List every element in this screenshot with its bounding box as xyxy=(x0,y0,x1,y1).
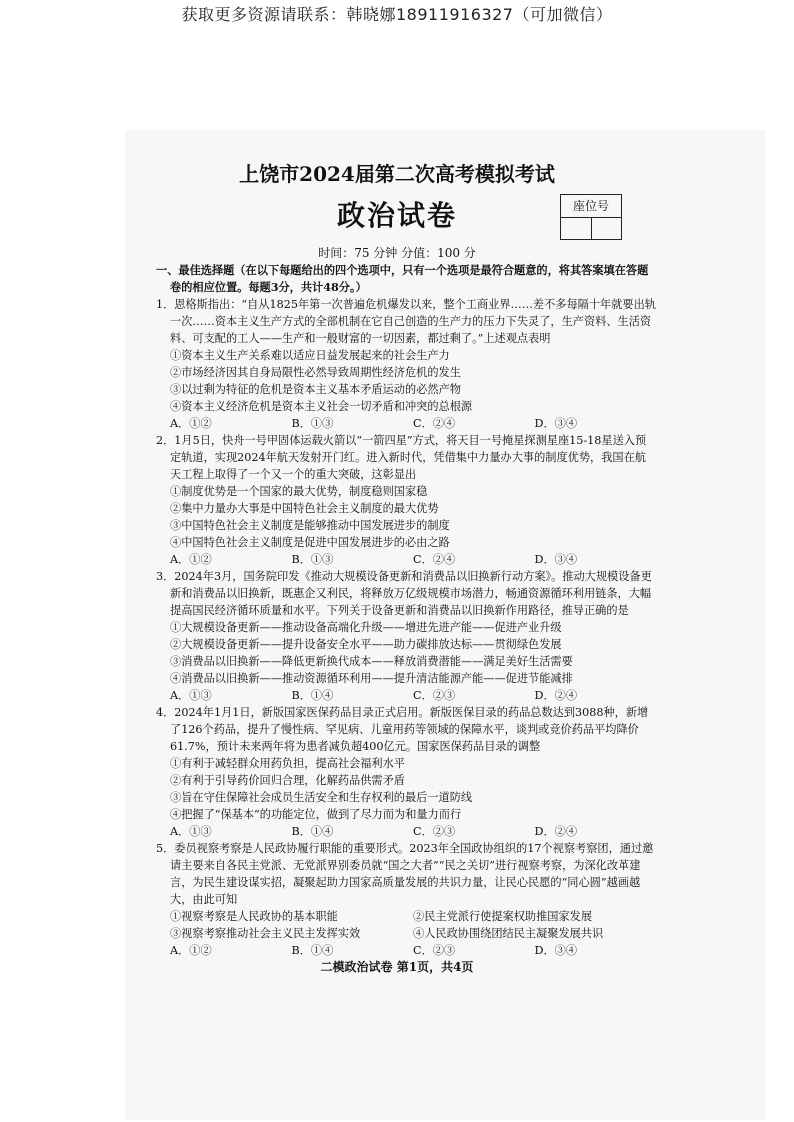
choice-c: C．②④ xyxy=(413,417,456,430)
option-statement: ②市场经济因其自身局限性必然导致周期性经济危机的发生 xyxy=(170,366,461,379)
choice-d: D．③④ xyxy=(534,944,578,957)
option-statement: ③消费品以旧换新——降低更新换代成本——释放消费潜能——满足美好生活需要 xyxy=(170,655,573,668)
seat-label: 座位号 xyxy=(561,195,621,218)
choice-c: C．②④ xyxy=(413,553,456,566)
choice-c: C．②③ xyxy=(413,944,456,957)
seat-number-box xyxy=(560,194,622,240)
answer-choices xyxy=(156,551,656,568)
question-stem: 1．恩格斯指出：“自从1825年第一次普遍危机爆发以来，整个工商业界……差不多每隔十年就要出轨一次……资本主义生产方式的全部机制在它自己创造的生产力的压力下失灵了，生产资料、生活资料、可支配的工人——生产和一般财富的一切因素，都过剩了。”上述观点表明 xyxy=(156,298,656,345)
option-statement: ③以过剩为特征的危机是资本主义基本矛盾运动的必然产物 xyxy=(170,383,461,396)
option-statement: ①制度优势是一个国家的最大优势，制度稳则国家稳 xyxy=(170,485,428,498)
option-statement: ②大规模设备更新——提升设备安全水平——助力碳排放达标——贯彻绿色发展 xyxy=(170,638,562,651)
option-statement: ②有利于引导药价回归合理，化解药品供需矛盾 xyxy=(170,774,405,787)
answer-choices xyxy=(156,415,656,432)
option-statement: ②民主党派行使提案权助推国家发展 xyxy=(413,910,593,923)
option-statement: ③中国特色社会主义制度是能够推动中国发展进步的制度 xyxy=(170,519,450,532)
choice-d: D．③④ xyxy=(534,553,578,566)
choice-a: A．①② xyxy=(170,553,212,566)
question-2 xyxy=(156,432,656,568)
question-stem: 2．1月5日，快舟一号甲固体运载火箭以“一箭四星”方式，将天目一号掩星探测星座15-18星送入预定轨道，实现2024年航天发射开门红。进入新时代，凭借集中力量办大事的制度优势，我国在航天工程上取得了一个又一个的重大突破，这彰显出 xyxy=(156,434,647,481)
choice-d: D．②④ xyxy=(534,825,578,838)
seat-cells xyxy=(561,218,621,240)
option-statement: ③视察考察推动社会主义民主发挥实效 xyxy=(170,927,361,940)
option-statement: ④消费品以旧换新——推动资源循环利用——提升清洁能源产能——促进节能减排 xyxy=(170,672,573,685)
subject-title: 政治试卷 xyxy=(336,199,457,232)
choice-b: B．①③ xyxy=(291,553,334,566)
questions-area xyxy=(156,262,656,959)
option-statement: ①大规模设备更新——推动设备高端化升级——增进先进产能——促进产业升级 xyxy=(170,621,562,634)
choice-a: A．①② xyxy=(170,417,212,430)
option-row xyxy=(156,925,656,942)
option-statement: ②集中力量办大事是中国特色社会主义制度的最大优势 xyxy=(170,502,439,515)
choice-b: B．①④ xyxy=(291,825,334,838)
answer-choices xyxy=(156,823,656,840)
exam-title: 上饶市2024届第二次高考模拟考试 xyxy=(239,162,555,186)
question-stem: 3．2024年3月，国务院印发《推动大规模设备更新和消费品以旧换新行动方案》。推动大规模设备更新和消费品以旧换新，既惠企又利民，将释放万亿级规模市场潜力，畅通资源循环利用链条，大幅提高国民经济循环质量和水平。下列关于设备更新和消费品以旧换新作用路径，推导正确的是 xyxy=(156,570,652,617)
option-statement: ③旨在守住保障社会成员生活安全和生存权利的最后一道防线 xyxy=(170,791,473,804)
choice-d: D．③④ xyxy=(534,417,578,430)
option-statement: ④人民政协围绕团结民主凝聚发展共识 xyxy=(413,927,604,940)
question-3 xyxy=(156,568,656,704)
question-stem: 5．委员视察考察是人民政协履行职能的重要形式。2023年全国政协组织的17个视察考察团，通过邀请主要来自各民主党派、无党派界别委员就“国之大者”“民之关切”进行视察考察，为深化改革建言，为民生建设谋实招，凝聚起助力国家高质量发展的共识力量，让民心民愿的“同心圆”越画越大，由此可知 xyxy=(156,842,654,906)
answer-choices xyxy=(156,942,656,959)
option-statement: ④把握了“保基本”的功能定位，做到了尽力而为和量力而行 xyxy=(170,808,462,821)
option-statement: ④资本主义经济危机是资本主义社会一切矛盾和冲突的总根源 xyxy=(170,400,473,413)
choice-a: A．①② xyxy=(170,944,212,957)
choice-c: C．②③ xyxy=(413,689,456,702)
question-4 xyxy=(156,704,656,840)
option-row xyxy=(156,908,656,925)
choice-b: B．①③ xyxy=(291,417,334,430)
option-statement: ①有利于减轻群众用药负担，提高社会福利水平 xyxy=(170,757,405,770)
page-footer: 二模政治试卷 第1页，共4页 xyxy=(320,960,474,974)
choice-a: A．①③ xyxy=(170,689,212,702)
contact-banner: 获取更多资源请联系：韩晓娜18911916327（可加微信） xyxy=(181,5,613,24)
option-statement: ①视察考察是人民政协的基本职能 xyxy=(170,910,338,923)
choice-b: B．①④ xyxy=(291,944,334,957)
question-stem: 4．2024年1月1日，新版国家医保药品目录正式启用。新版医保目录的药品总数达到3088种，新增了126个药品，提升了慢性病、罕见病、儿童用药等领域的保障水平，谈判或竞价药品平均降价61.7%，预计未来两年将为患者减负超400亿元。国家医保药品目录的调整 xyxy=(156,706,649,753)
section-heading: 一、最佳选择题（在以下每题给出的四个选项中，只有一个选项是最符合题意的，将其答案填在答题卷的相应位置。每题3分，共计48分。） xyxy=(156,263,649,294)
option-statement: ④中国特色社会主义制度是促进中国发展进步的必由之路 xyxy=(170,536,450,549)
answer-choices xyxy=(156,687,656,704)
choice-d: D．②④ xyxy=(534,689,578,702)
choice-a: A．①③ xyxy=(170,825,212,838)
option-statement: ①资本主义生产关系难以适应日益发展起来的社会生产力 xyxy=(170,349,450,362)
exam-meta: 时间：75 分钟 分值：100 分 xyxy=(318,246,476,260)
choice-c: C．②③ xyxy=(413,825,456,838)
choice-b: B．①④ xyxy=(291,689,334,702)
question-1 xyxy=(156,296,656,432)
question-5 xyxy=(156,840,656,959)
